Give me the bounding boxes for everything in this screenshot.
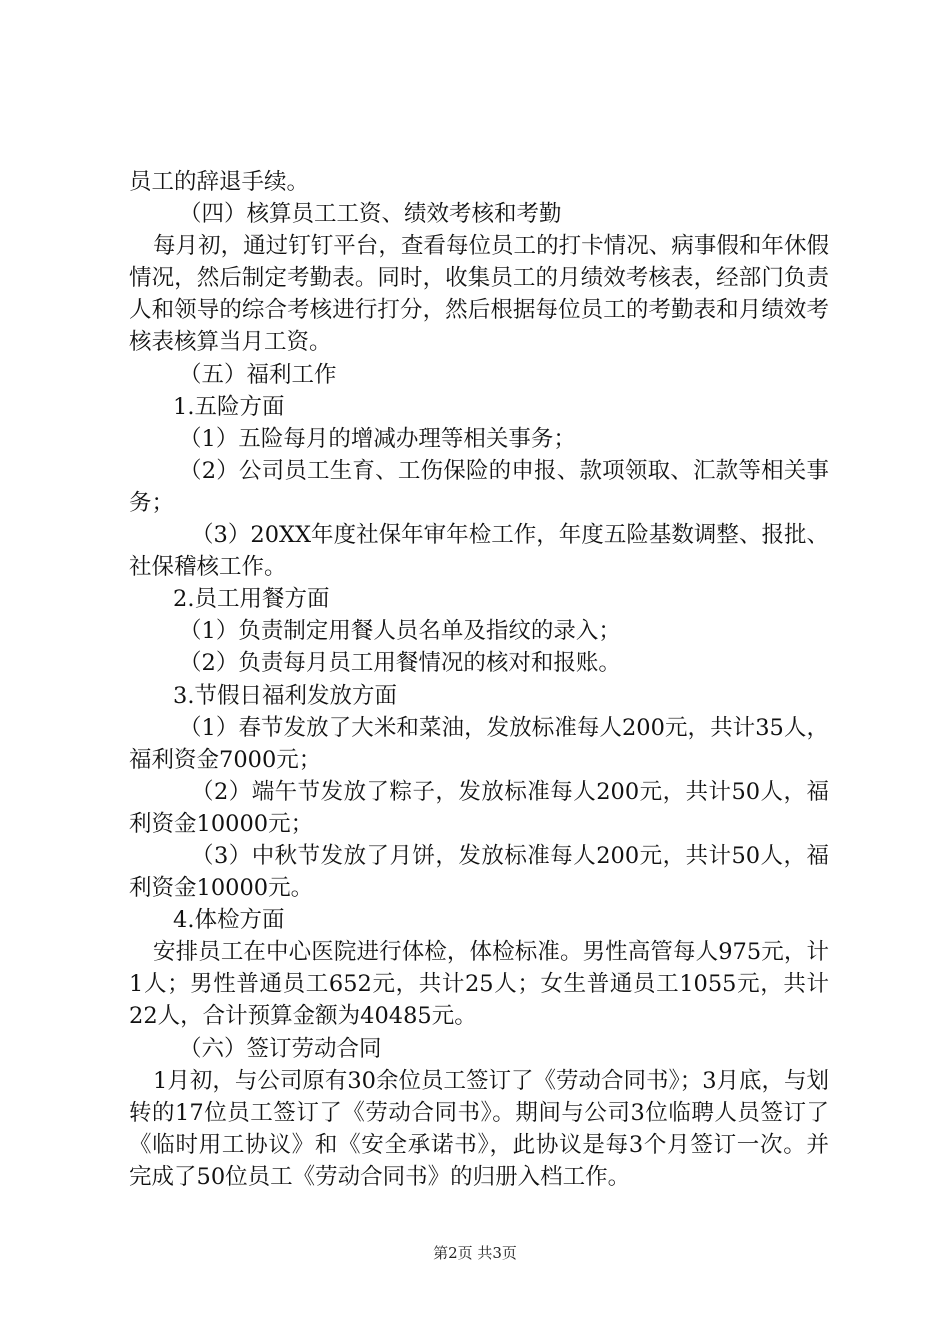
subheading-holiday-welfare: 3.节假日福利发放方面: [173, 682, 397, 709]
subheading-meals: 2.员工用餐方面: [173, 586, 330, 613]
list-item-meals-2: （2）负责每月员工用餐情况的核对和报账。: [179, 650, 621, 677]
section-heading-payroll: （四）核算员工工资、绩效考核和考勤: [179, 201, 562, 228]
list-item-insurance-2: （2）公司员工生育、工伤保险的申报、款项领取、汇款等相关事务；: [129, 457, 829, 516]
list-item-holiday-2: （2）端午节发放了粽子，发放标准每人200元，共计50人，福利资金10000元；: [129, 778, 829, 837]
document-body: [129, 166, 829, 1193]
subheading-insurance: 1.五险方面: [173, 393, 285, 420]
list-item-insurance-3: （3）20XX年度社保年审年检工作，年度五险基数调整、报批、社保稽核工作。: [129, 522, 829, 581]
list-item-holiday-3: （3）中秋节发放了月饼，发放标准每人200元，共计50人，福利资金10000元。: [129, 842, 829, 902]
page-number-footer: 第2页 共3页: [433, 1244, 517, 1262]
subheading-checkup: 4.体检方面: [173, 907, 285, 934]
paragraph-payroll: 每月初，通过钉钉平台，查看每位员工的打卡情况、病事假和年休假情况，然后制定考勤表。同时，收集员工的月绩效考核表，经部门负责人和领导的综合考核进行打分，然后根据每位员工的考勤表和月绩效考核表核算当月工资。: [129, 233, 829, 356]
paragraph-dismissal-end: 员工的辞退手续。: [129, 169, 310, 195]
paragraph-contracts: 1月初，与公司原有30余位员工签订了《劳动合同书》；3月底，与划转的17位员工签订了《劳动合同书》。期间与公司3位临聘人员签订了《临时用工协议》和《安全承诺书》，此协议是每3个月签订一次。并完成了50位员工《劳动合同书》的归册入档工作。: [129, 1067, 830, 1190]
list-item-holiday-1: （1）春节发放了大米和菜油，发放标准每人200元，共计35人，福利资金7000元；: [129, 714, 829, 773]
list-item-insurance-1: （1）五险每月的增减办理等相关事务；: [179, 425, 576, 452]
section-heading-welfare: （五）福利工作: [179, 361, 337, 388]
section-heading-contracts: （六）签订劳动合同: [179, 1035, 382, 1062]
list-item-meals-1: （1）负责制定用餐人员名单及指纹的录入；: [179, 618, 621, 645]
paragraph-checkup: 安排员工在中心医院进行体检，体检标准。男性高管每人975元，计1人；男性普通员工652元，共计25人；女生普通员工1055元，共计22人，合计预算金额为40485元。: [129, 939, 829, 1030]
